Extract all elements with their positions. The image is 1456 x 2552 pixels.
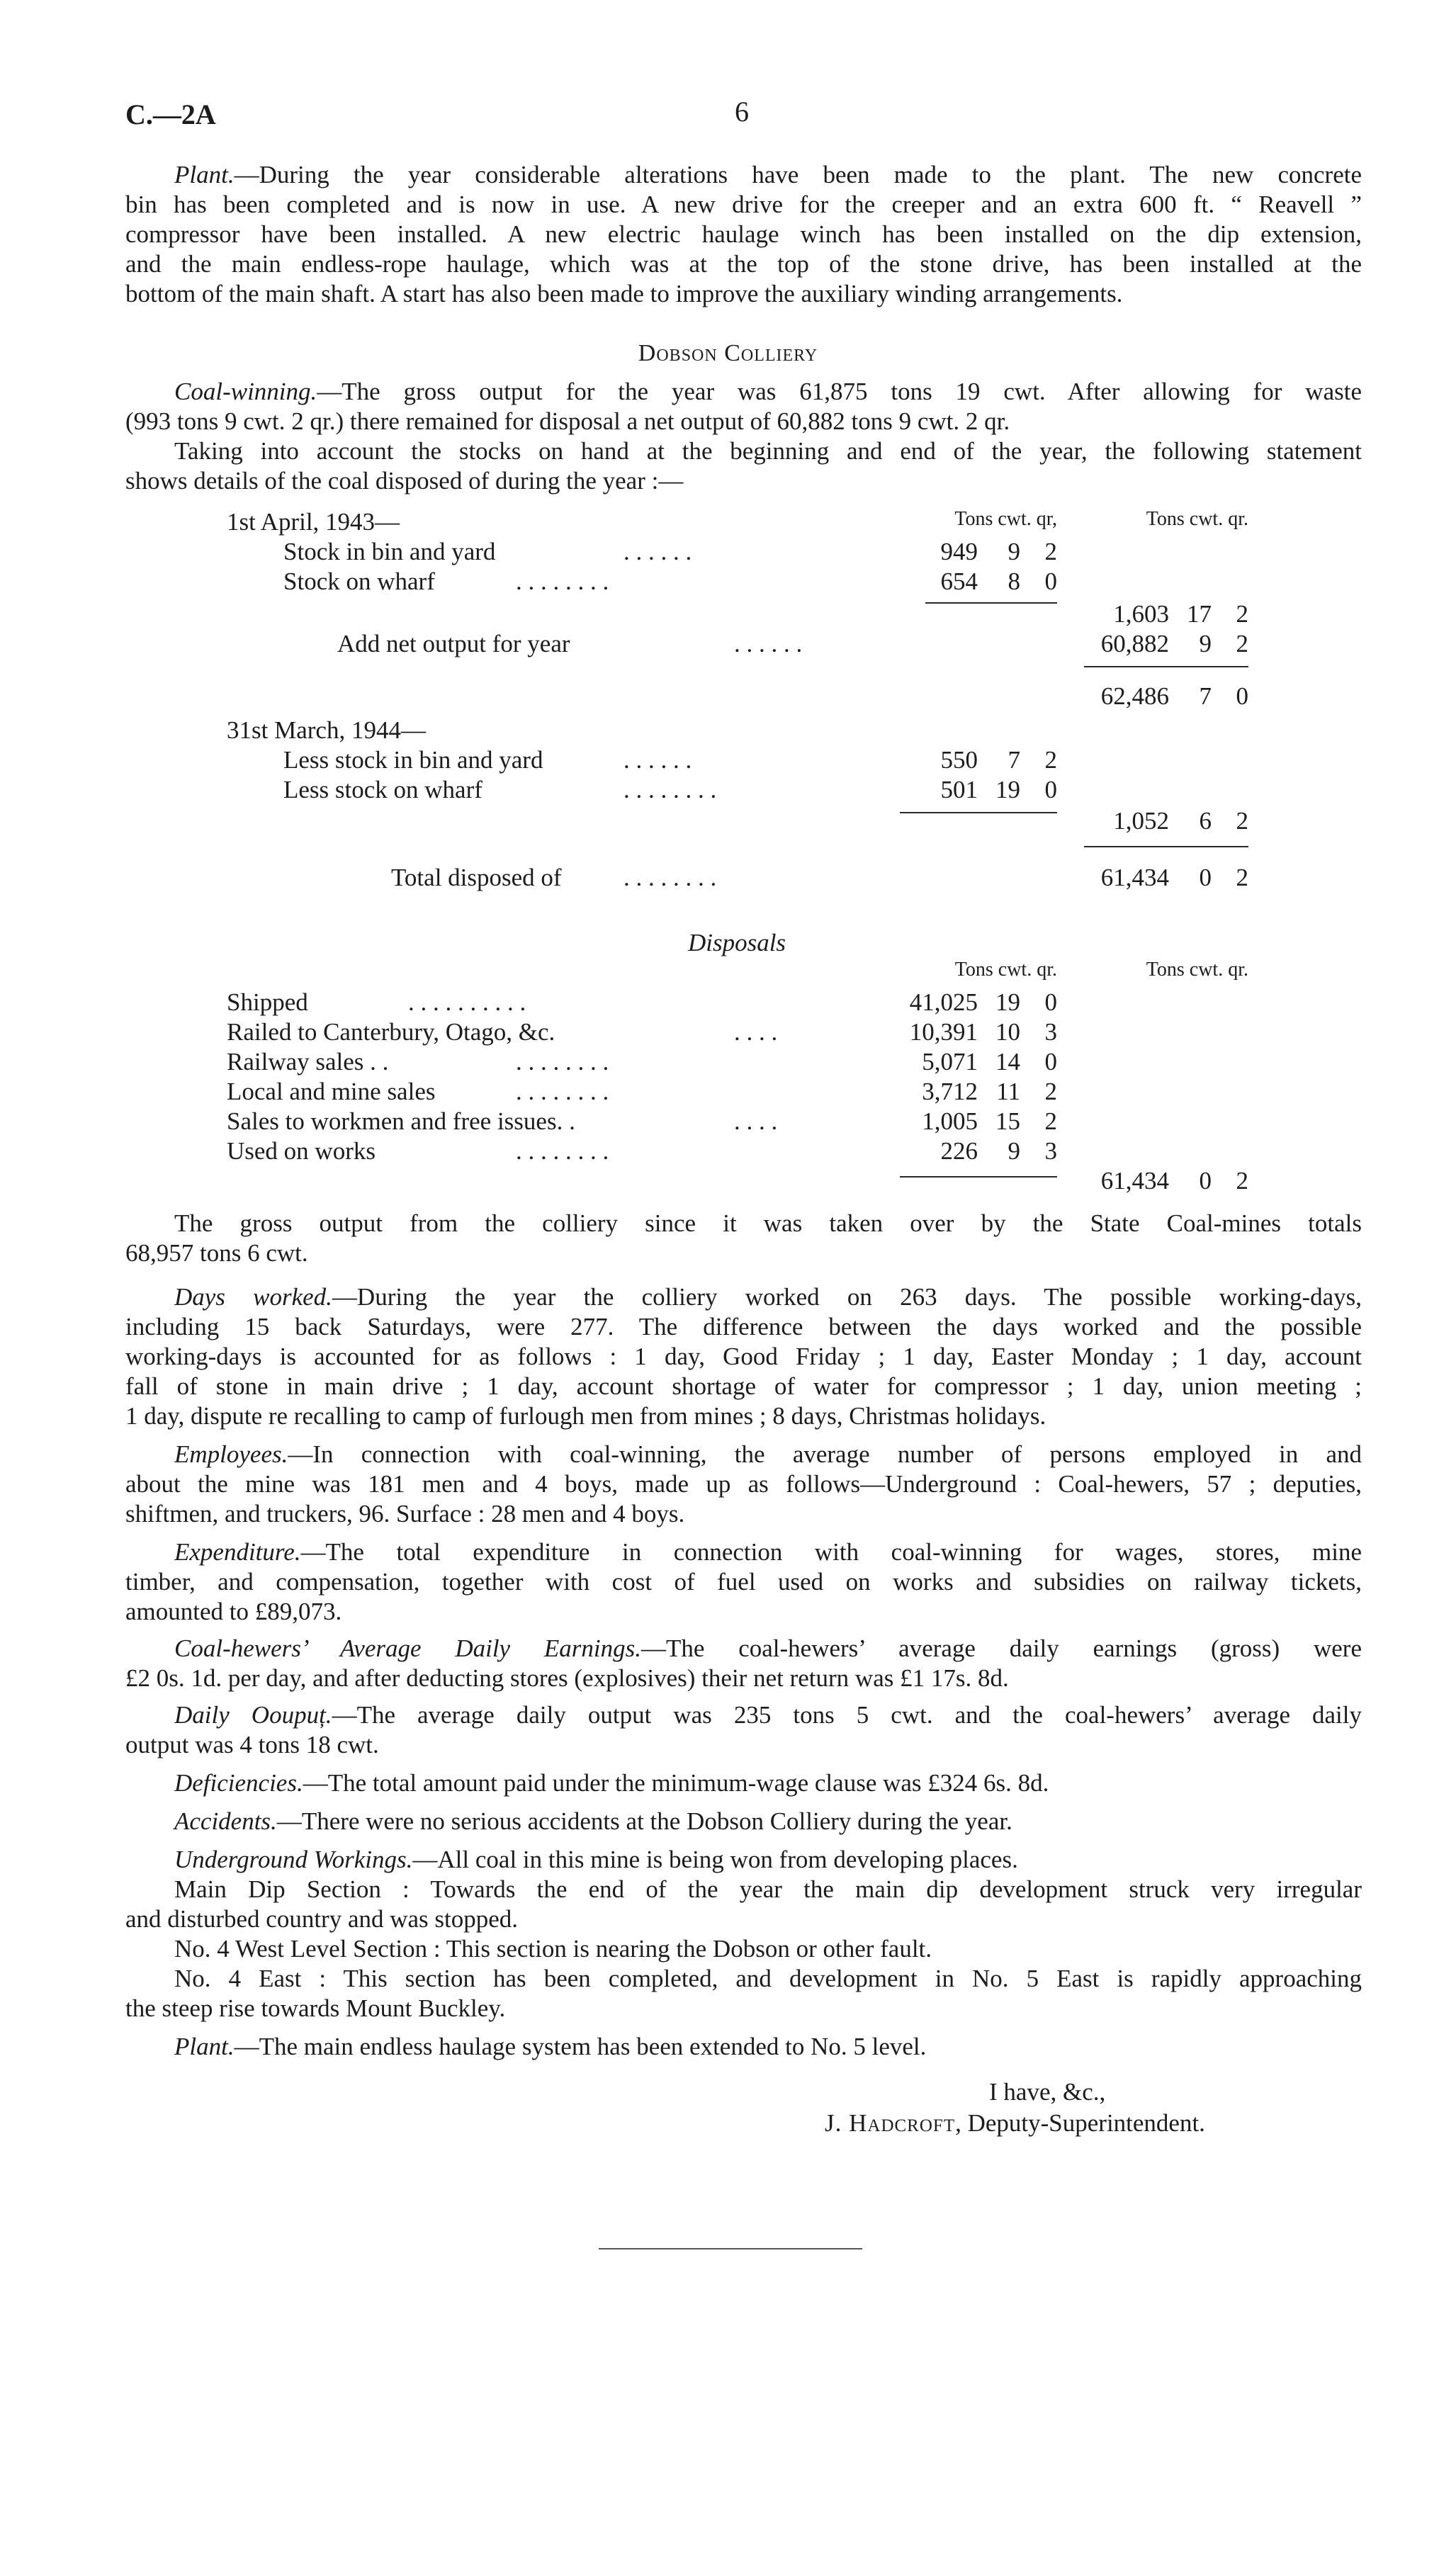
- column-header: Tons cwt. qr.: [1146, 959, 1248, 981]
- tons-value: 949: [940, 538, 978, 565]
- deficiencies-paragraph: Deficiencies.—The total amount paid under the minimum-wage clause was £324 6s. 8d.: [174, 1769, 1049, 1797]
- paragraph-line: and disturbed country and was stopped.: [125, 1905, 519, 1933]
- row-label: Total disposed of: [391, 864, 562, 891]
- total-rule: [1084, 846, 1248, 847]
- cwt-value: 9: [1199, 630, 1212, 657]
- qr-value: 2: [1236, 807, 1248, 835]
- paragraph-line: Coal-winning.—The gross output for the year was 61,875 tons 19 cwt. After allowing for waste: [174, 378, 1362, 405]
- qr-value: 2: [1044, 538, 1057, 565]
- tons-value: 1,603: [1113, 600, 1169, 628]
- paragraph-line: Main Dip Section : Towards the end of the year the main dip development struck very irregular: [174, 1875, 1362, 1903]
- tons-value: 5,071: [922, 1048, 978, 1075]
- cwt-value: 7: [1008, 746, 1020, 774]
- paragraph-line: Coal-hewers’ Average Daily Earnings.—The coal-hewers’ average daily earnings (gross) were: [174, 1634, 1362, 1662]
- paragraph-line: timber, and compensation, together with cost of fuel used on works and subsidies on railway tickets,: [125, 1568, 1362, 1596]
- tons-value: 1,005: [922, 1107, 978, 1135]
- leader-dots: . . . . . . . .: [623, 864, 717, 891]
- column-header: Tons cwt. qr,: [954, 508, 1057, 530]
- tons-value: 10,391: [909, 1018, 978, 1046]
- paragraph-line: 1 day, dispute re recalling to camp of furlough men from mines ; 8 days, Christmas holidays.: [125, 1402, 1046, 1430]
- paragraph-line: Plant.—During the year considerable alterations have been made to the plant. The new concrete: [174, 161, 1362, 188]
- qr-value: 2: [1236, 630, 1248, 657]
- paragraph-line: Taking into account the stocks on hand at the beginning and end of the year, the following statement: [174, 437, 1362, 465]
- qr-value: 3: [1044, 1137, 1057, 1165]
- tons-value: 41,025: [909, 988, 978, 1016]
- row-label: Railway sales . .: [227, 1048, 389, 1075]
- paragraph-line: shiftmen, and truckers, 96. Surface : 28 men and 4 boys.: [125, 1500, 685, 1528]
- tons-value: 62,486: [1100, 682, 1169, 710]
- row-label: Shipped: [227, 988, 308, 1016]
- closing-rule: [599, 2248, 862, 2249]
- paragraph-line: The gross output from the colliery since it was taken over by the State Coal-mines totals: [174, 1209, 1362, 1237]
- leader-dots: . . . .: [734, 1018, 778, 1046]
- paragraph-line: £2 0s. 1d. per day, and after deducting stores (explosives) their net return was £1 17s. 8d.: [125, 1664, 1009, 1692]
- row-label: Add net output for year: [337, 630, 570, 657]
- paragraph-label: Underground Workings.: [174, 1846, 413, 1873]
- signoff-signature: [825, 2108, 1205, 2138]
- paragraph-line: Days worked.—During the year the colliery worked on 263 days. The possible working-days,: [174, 1283, 1362, 1311]
- tons-value: 61,434: [1100, 864, 1169, 891]
- leader-dots: . . . .: [734, 1107, 778, 1135]
- row-label: Stock on wharf: [283, 568, 435, 595]
- tons-value: 60,882: [1100, 630, 1169, 657]
- tons-value: 550: [940, 746, 978, 774]
- leader-dots: . . . . . . . .: [516, 1137, 609, 1165]
- cwt-value: 9: [1008, 1137, 1020, 1165]
- paragraph-line: No. 4 West Level Section : This section is nearing the Dobson or other fault.: [174, 1935, 932, 1963]
- paragraph-line: about the mine was 181 men and 4 boys, made up as follows—Underground : Coal-hewers, 57 ; deputies,: [125, 1470, 1362, 1498]
- leader-dots: . . . . . . . .: [516, 568, 609, 595]
- paragraph-label: Coal-winning.: [174, 378, 317, 405]
- paragraph-line: No. 4 East : This section has been completed, and development in No. 5 East is rapidly approaching: [174, 1965, 1362, 1992]
- cwt-value: 15: [995, 1107, 1020, 1135]
- subtotal-rule: [925, 602, 1057, 604]
- qr-value: 2: [1044, 1078, 1057, 1105]
- leader-dots: . . . . . .: [623, 746, 692, 774]
- paragraph-line: the steep rise towards Mount Buckley.: [125, 1994, 506, 2022]
- signoff-name: J. Hadcroft: [825, 2109, 956, 2137]
- paragraph-line: bottom of the main shaft. A start has also been made to improve the auxiliary winding arrangements.: [125, 280, 1123, 307]
- signoff-greeting: I have, &c.,: [989, 2078, 1106, 2106]
- paragraph-line: Underground Workings.—All coal in this mine is being won from developing places.: [174, 1846, 1018, 1873]
- disposals-title: Disposals: [687, 929, 786, 956]
- paragraph-line: Daily Ooupuț.—The average daily output was 235 tons 5 cwt. and the coal-hewers’ average daily: [174, 1701, 1362, 1729]
- accidents-paragraph: Accidents.—There were no serious accidents at the Dobson Colliery during the year.: [174, 1807, 1012, 1835]
- paragraph-line: bin has been completed and is now in use. A new drive for the creeper and an extra 600 ft. “ Reavell ”: [125, 191, 1362, 218]
- cwt-value: 6: [1199, 807, 1212, 835]
- qr-value: 2: [1236, 1167, 1248, 1195]
- cwt-value: 19: [995, 988, 1020, 1016]
- tons-value: 61,434: [1100, 1167, 1169, 1195]
- row-label: Used on works: [227, 1137, 376, 1165]
- qr-value: 0: [1044, 988, 1057, 1016]
- paragraph-label: Deficiencies.: [174, 1769, 303, 1797]
- plant-final-paragraph: Plant.—The main endless haulage system has been extended to No. 5 level.: [174, 2033, 927, 2060]
- paragraph-label: Daily Ooupuț.: [174, 1701, 332, 1729]
- cwt-value: 8: [1008, 568, 1020, 595]
- cwt-value: 17: [1187, 600, 1212, 628]
- page-number: 6: [735, 96, 749, 128]
- paragraph-line: (993 tons 9 cwt. 2 qr.) there remained for disposal a net output of 60,882 tons 9 cwt. 2 qr.: [125, 407, 1010, 435]
- paragraph-label: Expenditure.: [174, 1538, 301, 1566]
- tons-value: 226: [940, 1137, 978, 1165]
- qr-value: 0: [1044, 1048, 1057, 1075]
- total-rule: [1084, 666, 1248, 667]
- paragraph-label: Employees.: [174, 1440, 288, 1468]
- subtotal-rule: [900, 812, 1057, 813]
- qr-value: 2: [1044, 746, 1057, 774]
- column-header: Tons cwt. qr.: [1146, 508, 1248, 530]
- cwt-value: 10: [995, 1018, 1020, 1046]
- row-label: Stock in bin and yard: [283, 538, 496, 565]
- paragraph-label: Accidents.: [174, 1807, 277, 1835]
- leader-dots: . . . . . . . .: [623, 776, 717, 803]
- tons-value: 501: [940, 776, 978, 803]
- row-label: Local and mine sales: [227, 1078, 436, 1105]
- paragraph-line: compressor have been installed. A new electric haulage winch has been installed on the dip extension,: [125, 220, 1362, 248]
- paragraph-label: Plant.: [174, 2033, 235, 2060]
- paragraph-line: shows details of the coal disposed of during the year :—: [125, 467, 684, 495]
- page-code: C.—2A: [125, 98, 216, 130]
- column-header: Tons cwt. qr.: [954, 959, 1057, 981]
- paragraph-label: Coal-hewers’ Average Daily Earnings.: [174, 1634, 641, 1662]
- paragraph-line: Employees.—In connection with coal-winning, the average number of persons employed in and: [174, 1440, 1362, 1468]
- tons-value: 1,052: [1113, 807, 1169, 835]
- cwt-value: 14: [995, 1048, 1020, 1075]
- cwt-value: 9: [1008, 538, 1020, 565]
- paragraph-label: Plant.: [174, 161, 235, 188]
- cwt-value: 19: [995, 776, 1020, 803]
- qr-value: 2: [1044, 1107, 1057, 1135]
- paragraph-line: Expenditure.—The total expenditure in connection with coal-winning for wages, stores, mine: [174, 1538, 1362, 1566]
- paragraph-line: fall of stone in main drive ; 1 day, account shortage of water for compressor ; 1 day, union meeting ;: [125, 1372, 1362, 1400]
- paragraph-label: Days worked.: [174, 1283, 332, 1311]
- qr-value: 0: [1236, 682, 1248, 710]
- leader-dots: . . . . . . . . . .: [408, 988, 526, 1016]
- paragraph-line: output was 4 tons 18 cwt.: [125, 1731, 379, 1758]
- leader-dots: . . . . . .: [623, 538, 692, 565]
- cwt-value: 7: [1199, 682, 1212, 710]
- leader-dots: . . . . . . . .: [516, 1078, 609, 1105]
- paragraph-line: working-days is accounted for as follows : 1 day, Good Friday ; 1 day, Easter Monday ; 1 day, account: [125, 1343, 1362, 1370]
- paragraph-line: 68,957 tons 6 cwt.: [125, 1239, 308, 1267]
- row-label: Less stock on wharf: [283, 776, 482, 803]
- section-title: Dobson Colliery: [638, 340, 818, 366]
- row-label: Sales to workmen and free issues. .: [227, 1107, 575, 1135]
- tons-value: 3,712: [922, 1078, 978, 1105]
- row-label: Less stock in bin and yard: [283, 746, 543, 774]
- qr-value: 0: [1044, 568, 1057, 595]
- date-heading: 31st March, 1944—: [227, 716, 426, 744]
- paragraph-line: and the main endless-rope haulage, which was at the top of the stone drive, has been installed at the: [125, 250, 1362, 278]
- qr-value: 2: [1236, 864, 1248, 891]
- signoff-title: , Deputy-Superintendent.: [955, 2109, 1205, 2137]
- cwt-value: 0: [1199, 1167, 1212, 1195]
- cwt-value: 11: [996, 1078, 1020, 1105]
- leader-dots: . . . . . .: [734, 630, 803, 657]
- qr-value: 0: [1044, 776, 1057, 803]
- leader-dots: . . . . . . . .: [516, 1048, 609, 1075]
- qr-value: 2: [1236, 600, 1248, 628]
- date-heading: 1st April, 1943—: [227, 508, 400, 536]
- paragraph-line: including 15 back Saturdays, were 277. The difference between the days worked and the possible: [125, 1313, 1362, 1340]
- cwt-value: 0: [1199, 864, 1212, 891]
- qr-value: 3: [1044, 1018, 1057, 1046]
- row-label: Railed to Canterbury, Otago, &c.: [227, 1018, 555, 1046]
- subtotal-rule: [900, 1176, 1057, 1178]
- paragraph-line: amounted to £89,073.: [125, 1598, 342, 1625]
- tons-value: 654: [940, 568, 978, 595]
